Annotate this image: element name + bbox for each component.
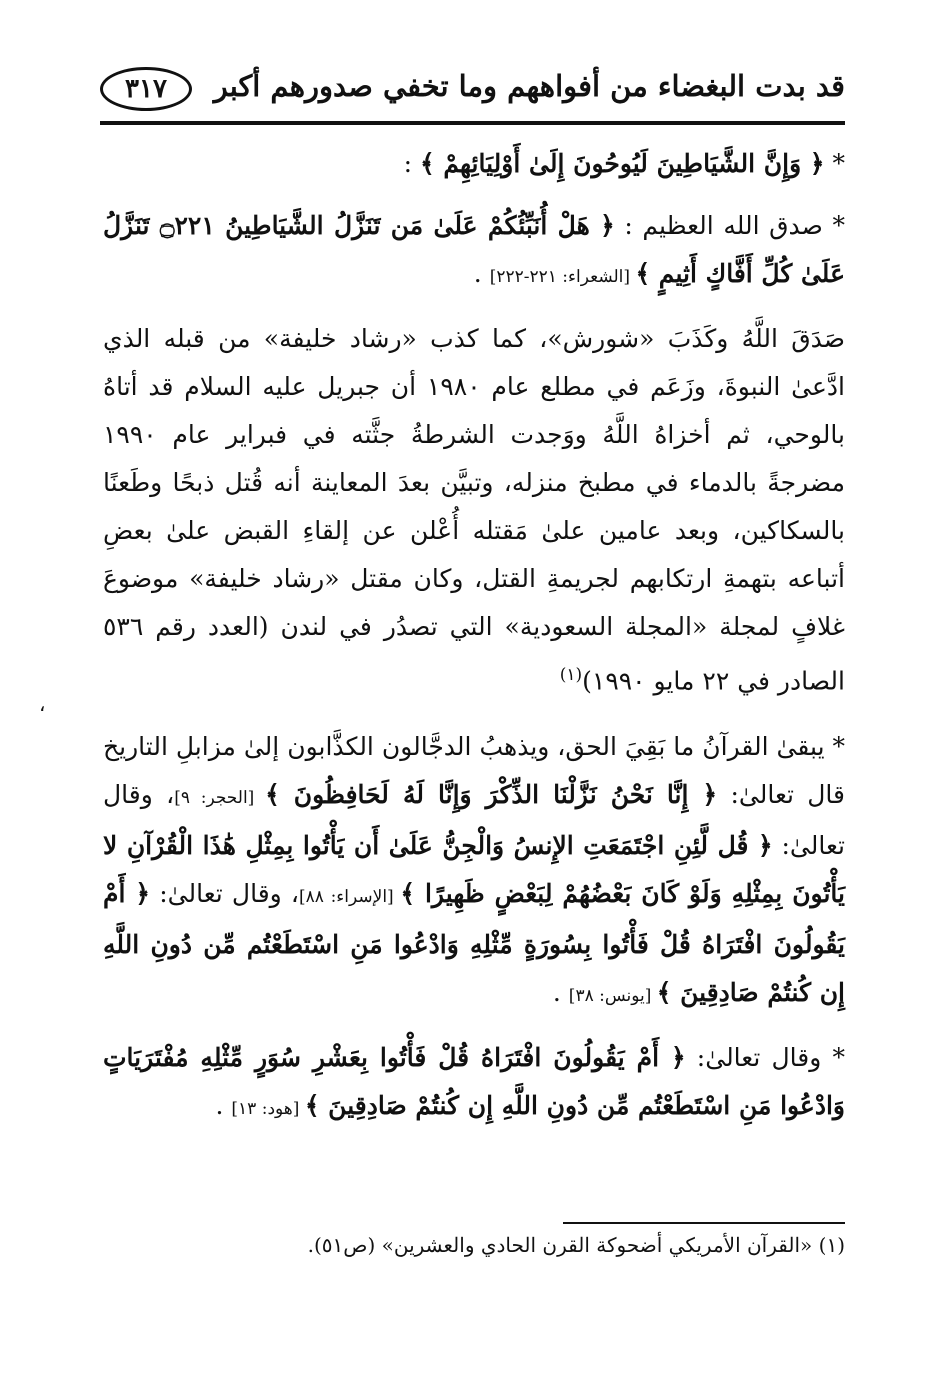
paragraph-3: [103, 315, 845, 705]
footnote-marker: (١): [559, 665, 583, 685]
paragraph-connector: ، وقال تعالىٰ:: [150, 879, 300, 909]
paragraph-1: [103, 140, 845, 188]
paragraph-text: صَدَقَ اللَّهُ وكَذَبَ «شورش»، كما كذب «رشاد خليفة» من قبله الذي ادَّعىٰ النبوةَ، وزَعَم في مطلع عام ١٩٨٠ أن جبريل عليه السلام قد أتاهُ بالوحي، ثم أخزاهُ اللَّهُ ووَجدت الشرطةُ جثَّته في فبراير عام ١٩٩٠ مضرجةً بالدماء في مطبخ منزله، وتبيَّن بعدَ المعاينة أنه قُتل ذبحًا وطَعنًا بالسكاكين، وبعد عامين علىٰ مَقتله أُعْلن عن إلقاءِ القبض علىٰ بعضِ أتباعه بتهمةِ ارتكابهم لجريمةِ القتل، وكان مقتل «رشاد خليفة» موضوعَ غلافٍ لمجلة «المجلة السعودية» التي تصدُر في لندن (العدد رقم ٥٣٦ الصادر في ٢٢ مايو ١٩٩٠): [103, 324, 845, 696]
paragraph-suffix: .: [473, 259, 490, 288]
paragraph-prefix: * يبقىٰ القرآنُ ما بَقِيَ الحق، ويذهبُ الدجَّالون الكذَّابون إلىٰ مزابلِ التاريخ قال تعالىٰ:: [103, 732, 845, 810]
running-title: قد بدت البغضاء من أفواههم وما تخفي صدورهم أكبر: [213, 69, 845, 103]
verse-reference: [الحجر: ٩]: [174, 788, 266, 809]
quran-verse: ﴿ وَإِنَّ الشَّيَاطِينَ لَيُوحُونَ إِلَىٰ أَوْلِيَائِهِمْ ﴾: [420, 149, 825, 178]
paragraph-connector: ، وقال تعالىٰ:: [103, 780, 845, 861]
paragraph-suffix: .: [215, 1091, 232, 1121]
verse-reference: [يونس: ٣٨]: [568, 986, 657, 1007]
quran-verse: ﴿ إِنَّا نَحْنُ نَزَّلْنَا الذِّكْرَ وَإِنَّا لَهُ لَحَافِظُونَ ﴾: [265, 780, 718, 810]
paragraph-2: [103, 202, 845, 301]
footnote-rule: [563, 1222, 845, 1224]
verse-reference: [الشعراء: ٢٢١-٢٢٢]: [489, 267, 636, 287]
margin-mark: ،: [39, 692, 46, 716]
paragraph-prefix: * صدق الله العظيم :: [614, 211, 845, 240]
paragraph-5: [103, 1034, 845, 1133]
page-header: [100, 55, 845, 135]
verse-reference: [هود: ١٣]: [231, 1099, 305, 1120]
paragraph-4: [103, 723, 845, 1020]
quran-verse: ﴿ قُل لَّئِنِ اجْتَمَعَتِ الإِنسُ وَالْجِنُّ عَلَىٰ أَن يَأْتُوا بِمِثْلِ هَٰذَا الْقُرْآنِ لا يَأْتُونَ بِمِثْلِهِ وَلَوْ كَانَ بَعْضُهُمْ لِبَعْضٍ ظَهِيرًا ﴾: [103, 831, 846, 909]
paragraph-suffix: :: [403, 149, 421, 178]
paragraph-suffix: .: [552, 978, 569, 1008]
paragraph-prefix: *: [824, 149, 845, 178]
quran-verse: ﴿ أَمْ يَقُولُونَ افْتَرَاهُ قُلْ فَأْتُوا بِسُورَةٍ مِّثْلِهِ وَادْعُوا مَنِ اسْتَطَعْتُم مِّن دُونِ اللَّهِ إِن كُنتُمْ صَادِقِينَ ﴾: [103, 879, 845, 1008]
quran-verse: ﴿ أَمْ يَقُولُونَ افْتَرَاهُ قُلْ فَأْتُوا بِعَشْرِ سُوَرٍ مِّثْلِهِ مُفْتَرَيَاتٍ وَادْعُوا مَنِ اسْتَطَعْتُم مِّن دُونِ اللَّهِ إِن كُنتُمْ صَادِقِينَ ﴾: [103, 1043, 845, 1121]
header-rule: [100, 121, 845, 125]
verse-reference: [الإسراء: ٨٨]: [299, 887, 401, 908]
page-number: ٣١٧: [100, 67, 192, 111]
body-text: [103, 140, 845, 1147]
footnote: (١) «القرآن الأمريكي أضحوكة القرن الحادي والعشرين» (ص٥١).: [307, 1233, 845, 1257]
paragraph-prefix: * وقال تعالىٰ:: [685, 1043, 845, 1073]
quran-verse: ﴿ هَلْ أُنَبِّئُكُمْ عَلَىٰ مَن تَنَزَّلُ الشَّيَاطِينُ ۝٢٢١ تَنَزَّلُ عَلَىٰ كُلِّ أَفَّاكٍ أَثِيمٍ ﴾: [103, 211, 845, 288]
